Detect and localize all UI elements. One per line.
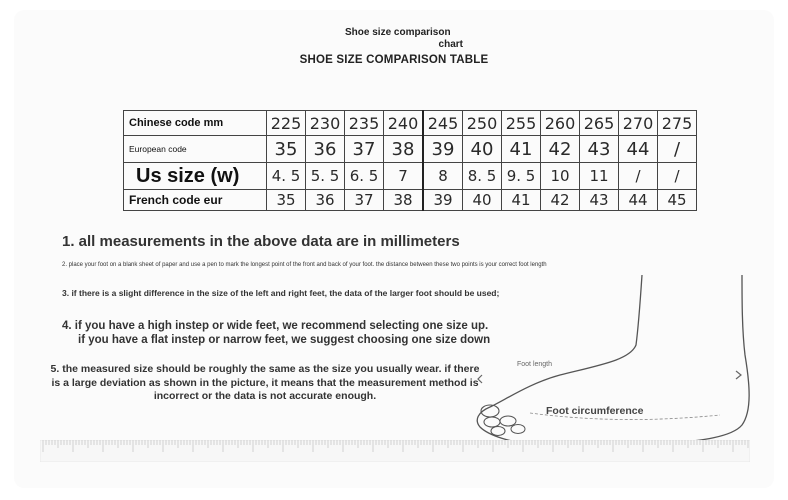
- table-cell: 35: [267, 136, 306, 163]
- row-label: Chinese code mm: [124, 111, 267, 136]
- table-cell: 41: [502, 136, 541, 163]
- table-cell: 44: [619, 190, 658, 211]
- table-cell: 37: [345, 190, 384, 211]
- note-2: 2. place your foot on a blank sheet of paper and use a pen to mark the longest point of the front and back of your foot. the distance between these two points is your correct foot length: [62, 262, 547, 268]
- table-cell: 35: [267, 190, 306, 211]
- title-line-1: Shoe size comparison: [345, 27, 451, 38]
- table-cell: 38: [384, 190, 424, 211]
- table-cell: /: [658, 163, 697, 190]
- table-row: [124, 163, 697, 190]
- table-cell: 8: [423, 163, 463, 190]
- table-cell: 38: [384, 136, 424, 163]
- toe: [484, 417, 500, 427]
- toe: [491, 427, 505, 436]
- row-label: Us size (w): [124, 163, 267, 190]
- table-cell: /: [619, 163, 658, 190]
- table-cell: 42: [541, 136, 580, 163]
- table-cell: 40: [463, 190, 502, 211]
- table-cell: 5. 5: [306, 163, 345, 190]
- table-heading: SHOE SIZE COMPARISON TABLE: [299, 54, 489, 66]
- table-cell: 240: [384, 111, 424, 136]
- table-cell: 7: [384, 163, 424, 190]
- table-cell: 36: [306, 136, 345, 163]
- table-cell: 36: [306, 190, 345, 211]
- size-table: [123, 110, 697, 211]
- table-cell: 275: [658, 111, 697, 136]
- note-1: 1. all measurements in the above data are in millimeters: [62, 233, 460, 250]
- table-cell: 4. 5: [267, 163, 306, 190]
- title-line-2: chart: [438, 39, 463, 50]
- table-cell: 225: [267, 111, 306, 136]
- table-cell: 43: [580, 136, 619, 163]
- foot-circumference-label: Foot circumference: [546, 405, 644, 417]
- note-4-line-1: 4. if you have a high instep or wide feet, we recommend selecting one size up.: [62, 320, 489, 332]
- table-cell: 43: [580, 190, 619, 211]
- table-cell: 11: [580, 163, 619, 190]
- ruler: [40, 440, 750, 462]
- toe: [500, 416, 516, 426]
- table-cell: 45: [658, 190, 697, 211]
- note-4: [62, 319, 490, 347]
- table-cell: 265: [580, 111, 619, 136]
- table-row: [124, 190, 697, 211]
- table-cell: 250: [463, 111, 502, 136]
- foot-illustration: [470, 275, 760, 455]
- table-cell: 10: [541, 163, 580, 190]
- table-cell: 6. 5: [345, 163, 384, 190]
- foot-length-label: Foot length: [517, 361, 553, 368]
- table-cell: 260: [541, 111, 580, 136]
- table-cell: 230: [306, 111, 345, 136]
- table-row: [124, 111, 697, 136]
- foot-length-arrow: [478, 375, 482, 383]
- table-cell: 8. 5: [463, 163, 502, 190]
- chart-title: [345, 27, 475, 51]
- table-cell: 37: [345, 136, 384, 163]
- table-cell: /: [658, 136, 697, 163]
- table-row: [124, 136, 697, 163]
- table-cell: 39: [423, 136, 463, 163]
- table-cell: 40: [463, 136, 502, 163]
- note-4-line-2: if you have a flat instep or narrow feet, we suggest choosing one size down: [78, 334, 491, 346]
- note-5: 5. the measured size should be roughly the same as the size you usually wear. if there is a large deviation as shown in the picture, it means that the measurement method is incorrect or the data is not accurate enough.: [50, 363, 480, 402]
- foot-length-arrow: [736, 371, 741, 379]
- table-cell: 9. 5: [502, 163, 541, 190]
- table-cell: 39: [423, 190, 463, 211]
- table-cell: 42: [541, 190, 580, 211]
- row-label: European code: [124, 136, 267, 163]
- table-cell: 41: [502, 190, 541, 211]
- table-cell: 245: [423, 111, 463, 136]
- note-3: 3. if there is a slight difference in the size of the left and right feet, the data of the larger foot should be used;: [62, 288, 500, 298]
- table-cell: 44: [619, 136, 658, 163]
- toe: [511, 425, 525, 434]
- table-cell: 255: [502, 111, 541, 136]
- row-label: French code eur: [124, 190, 267, 211]
- table-cell: 270: [619, 111, 658, 136]
- table-cell: 235: [345, 111, 384, 136]
